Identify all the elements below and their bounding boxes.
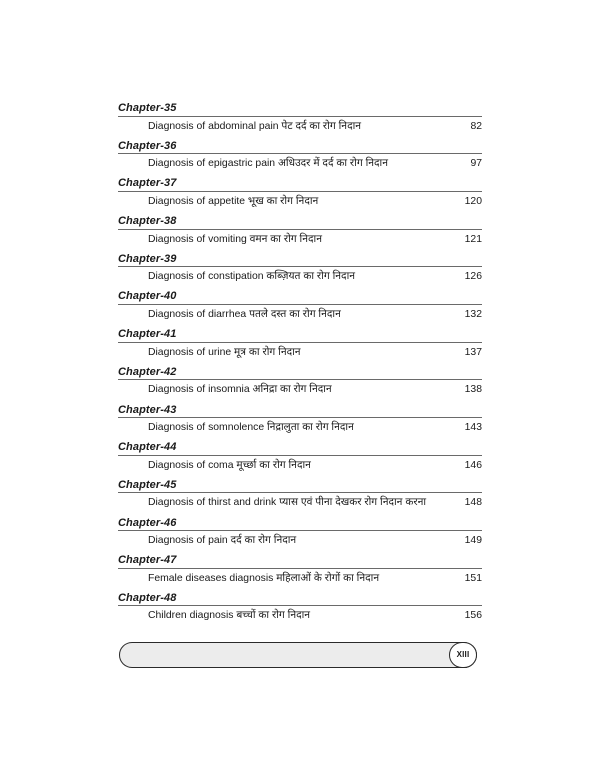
- divider: [118, 153, 482, 154]
- toc-entry: [118, 591, 482, 629]
- page-number: 126: [464, 271, 482, 283]
- page-number: 132: [464, 308, 482, 320]
- chapter-title: Diagnosis of constipation कब्ज़ियत का रोग निदान: [148, 271, 356, 283]
- toc-entry: [118, 139, 482, 177]
- page-number: 138: [464, 384, 482, 396]
- page-number: 120: [464, 195, 482, 207]
- divider: [118, 605, 482, 606]
- divider: [118, 266, 482, 267]
- page-number: 82: [470, 120, 482, 132]
- chapter-title: Children diagnosis बच्चों का रोग निदान: [148, 610, 311, 622]
- toc-entry: [118, 289, 482, 327]
- divider: [118, 530, 482, 531]
- chapter-label: Chapter-36: [118, 139, 177, 152]
- divider: [118, 342, 482, 343]
- page-number: 149: [464, 535, 482, 547]
- toc-entry: [118, 252, 482, 290]
- chapter-label: Chapter-43: [118, 403, 177, 416]
- table-of-contents: [118, 101, 482, 629]
- chapter-label: Chapter-39: [118, 252, 177, 265]
- chapter-label: Chapter-47: [118, 554, 177, 567]
- chapter-label: Chapter-44: [118, 441, 177, 454]
- toc-entry: [118, 101, 482, 139]
- divider: [118, 229, 482, 230]
- page-number: 156: [464, 610, 482, 622]
- divider: [118, 417, 482, 418]
- toc-entry: [118, 553, 482, 591]
- folio-page-number: XIII: [449, 642, 477, 668]
- toc-entry: [118, 478, 482, 516]
- divider: [118, 455, 482, 456]
- toc-entry: [118, 327, 482, 365]
- page-number: 121: [464, 233, 482, 245]
- divider: [118, 191, 482, 192]
- divider: [118, 116, 482, 117]
- chapter-title: Diagnosis of diarrhea पतले दस्त का रोग निदान: [148, 308, 341, 320]
- divider: [118, 379, 482, 380]
- chapter-title: Diagnosis of thirst and drink प्यास एवं पीना देखकर रोग निदान करना: [148, 497, 427, 509]
- toc-entry: [118, 176, 482, 214]
- chapter-title: Diagnosis of vomiting वमन का रोग निदान: [148, 233, 322, 245]
- chapter-title: Diagnosis of pain दर्द का रोग निदान: [148, 535, 297, 547]
- divider: [118, 304, 482, 305]
- divider: [118, 568, 482, 569]
- chapter-title: Diagnosis of abdominal pain पेट दर्द का रोग निदान: [148, 120, 362, 132]
- footer-bar: [119, 642, 477, 668]
- chapter-title: Diagnosis of somnolence निद्रालुता का रोग निदान: [148, 422, 354, 433]
- chapter-title: Female diseases diagnosis महिलाओं के रोगों का निदान: [148, 572, 380, 584]
- chapter-title: Diagnosis of insomnia अनिद्रा का रोग निदान: [148, 384, 332, 396]
- chapter-label: Chapter-35: [118, 102, 177, 114]
- page-number: 143: [464, 422, 482, 433]
- page-number: 148: [464, 497, 482, 509]
- page-number: 146: [464, 459, 482, 471]
- toc-entry: [118, 214, 482, 252]
- chapter-title: Diagnosis of urine मूत्र का रोग निदान: [148, 346, 301, 358]
- divider: [118, 492, 482, 493]
- chapter-label: Chapter-40: [118, 290, 177, 303]
- toc-entry: [118, 365, 482, 403]
- chapter-title: Diagnosis of coma मूर्च्छा का रोग निदान: [148, 459, 311, 471]
- toc-entry: [118, 403, 482, 441]
- page-number: 97: [470, 158, 482, 170]
- page-number: 137: [464, 346, 482, 358]
- toc-entry: [118, 440, 482, 478]
- chapter-title: Diagnosis of appetite भूख का रोग निदान: [148, 195, 319, 207]
- chapter-title: Diagnosis of epigastric pain अधिउदर में दर्द का रोग निदान: [148, 158, 389, 170]
- toc-entry: [118, 516, 482, 554]
- chapter-label: Chapter-42: [118, 365, 177, 378]
- chapter-label: Chapter-48: [118, 591, 177, 604]
- chapter-label: Chapter-45: [118, 478, 177, 491]
- chapter-label: Chapter-46: [118, 516, 177, 529]
- chapter-label: Chapter-38: [118, 215, 177, 228]
- chapter-label: Chapter-37: [118, 177, 177, 190]
- page-number: 151: [464, 572, 482, 584]
- chapter-label: Chapter-41: [118, 328, 177, 341]
